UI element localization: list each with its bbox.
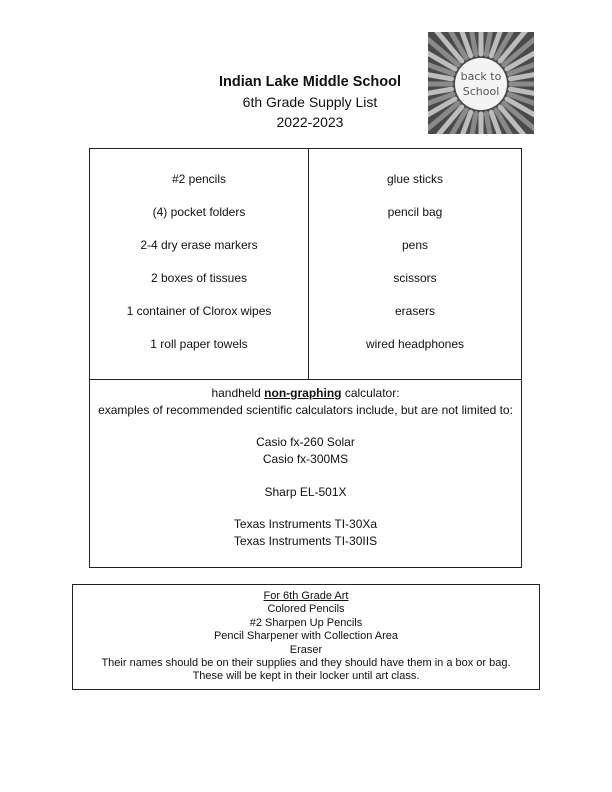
supply-item: 1 roll paper towels bbox=[150, 337, 248, 351]
art-title: For 6th Grade Art bbox=[263, 590, 349, 602]
art-supplies-box bbox=[72, 584, 540, 690]
supply-item: (4) pocket folders bbox=[152, 205, 246, 219]
supply-item: glue sticks bbox=[386, 172, 444, 186]
supply-item: erasers bbox=[394, 304, 435, 318]
calculator-model: Sharp EL-501X bbox=[264, 485, 347, 499]
school-name: Indian Lake Middle School bbox=[218, 74, 402, 90]
supply-item: pens bbox=[401, 238, 429, 252]
colored-pencils-circle-icon bbox=[428, 32, 534, 134]
art-item: Colored Pencils bbox=[267, 603, 345, 616]
supply-item: #2 pencils bbox=[171, 172, 227, 186]
page-header bbox=[190, 72, 430, 132]
supply-item: pencil bag bbox=[387, 205, 443, 219]
logo-text-line1: back to bbox=[460, 70, 502, 83]
calculator-suffix: calculator: bbox=[341, 386, 400, 400]
art-item: Eraser bbox=[289, 643, 323, 656]
supply-column-left bbox=[90, 149, 309, 379]
supply-item: 2 boxes of tissues bbox=[150, 271, 248, 285]
school-year: 2022-2023 bbox=[276, 114, 344, 130]
supply-item: wired headphones bbox=[365, 337, 465, 351]
calculator-model: Texas Instruments TI-30Xa bbox=[233, 517, 378, 531]
calculator-section bbox=[90, 379, 521, 567]
art-item: #2 Sharpen Up Pencils bbox=[249, 616, 363, 629]
calculator-model: Casio fx-300MS bbox=[262, 452, 349, 466]
art-item: Pencil Sharpener with Collection Area bbox=[213, 630, 399, 643]
supply-list-box bbox=[89, 148, 522, 568]
logo-text-line2: School bbox=[462, 85, 500, 98]
calculator-prefix: handheld bbox=[211, 386, 265, 400]
calculator-note: examples of recommended scientific calculators include, but are not limited to: bbox=[98, 403, 513, 417]
calculator-emphasis: non-graphing bbox=[264, 386, 342, 400]
calculator-model: Casio fx-260 Solar bbox=[256, 435, 355, 449]
calculator-requirement bbox=[90, 385, 521, 401]
back-to-school-logo bbox=[428, 32, 534, 134]
calculator-model: Texas Instruments TI-30IIS bbox=[233, 534, 378, 548]
art-note: These will be kept in their locker until art class. bbox=[192, 670, 420, 683]
supply-item: 2-4 dry erase markers bbox=[140, 238, 258, 252]
supply-column-right bbox=[309, 149, 521, 379]
supply-item: scissors bbox=[393, 271, 437, 285]
supply-item: 1 container of Clorox wipes bbox=[126, 304, 272, 318]
art-note: Their names should be on their supplies and they should have them in a box or bag. bbox=[101, 657, 511, 670]
supply-list-title: 6th Grade Supply List bbox=[242, 94, 378, 110]
